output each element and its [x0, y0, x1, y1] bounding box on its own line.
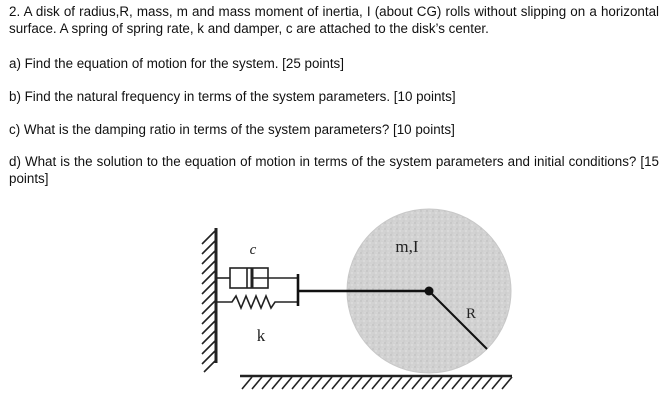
spring [216, 296, 298, 308]
spring-label: k [256, 326, 266, 345]
question-a: a) Find the equation of motion for the system. [25 points] [9, 56, 344, 71]
damper [216, 268, 298, 288]
disk-label: m,I [395, 237, 419, 256]
disk-spring-damper-figure [0, 200, 666, 403]
question-c: c) What is the damping ratio in terms of the system parameters? [10 points] [9, 122, 455, 137]
problem-statement: 2. A disk of radius,R, mass, m and mass moment of inertia, I (about CG) rolls without slipping on a horizontal surface. A spring of spring rate, k and damper, c are attached to the disk’s center. [9, 4, 659, 36]
ground-surface [240, 376, 512, 389]
damper-label: c [249, 242, 257, 258]
question-b: b) Find the natural frequency in terms of the system parameters. [10 points] [9, 89, 456, 104]
radius-label: R [465, 306, 477, 322]
question-d: d) What is the solution to the equation of motion in terms of the system parameters and initial conditions? [15 points] [9, 154, 659, 186]
fixed-wall [202, 228, 216, 372]
